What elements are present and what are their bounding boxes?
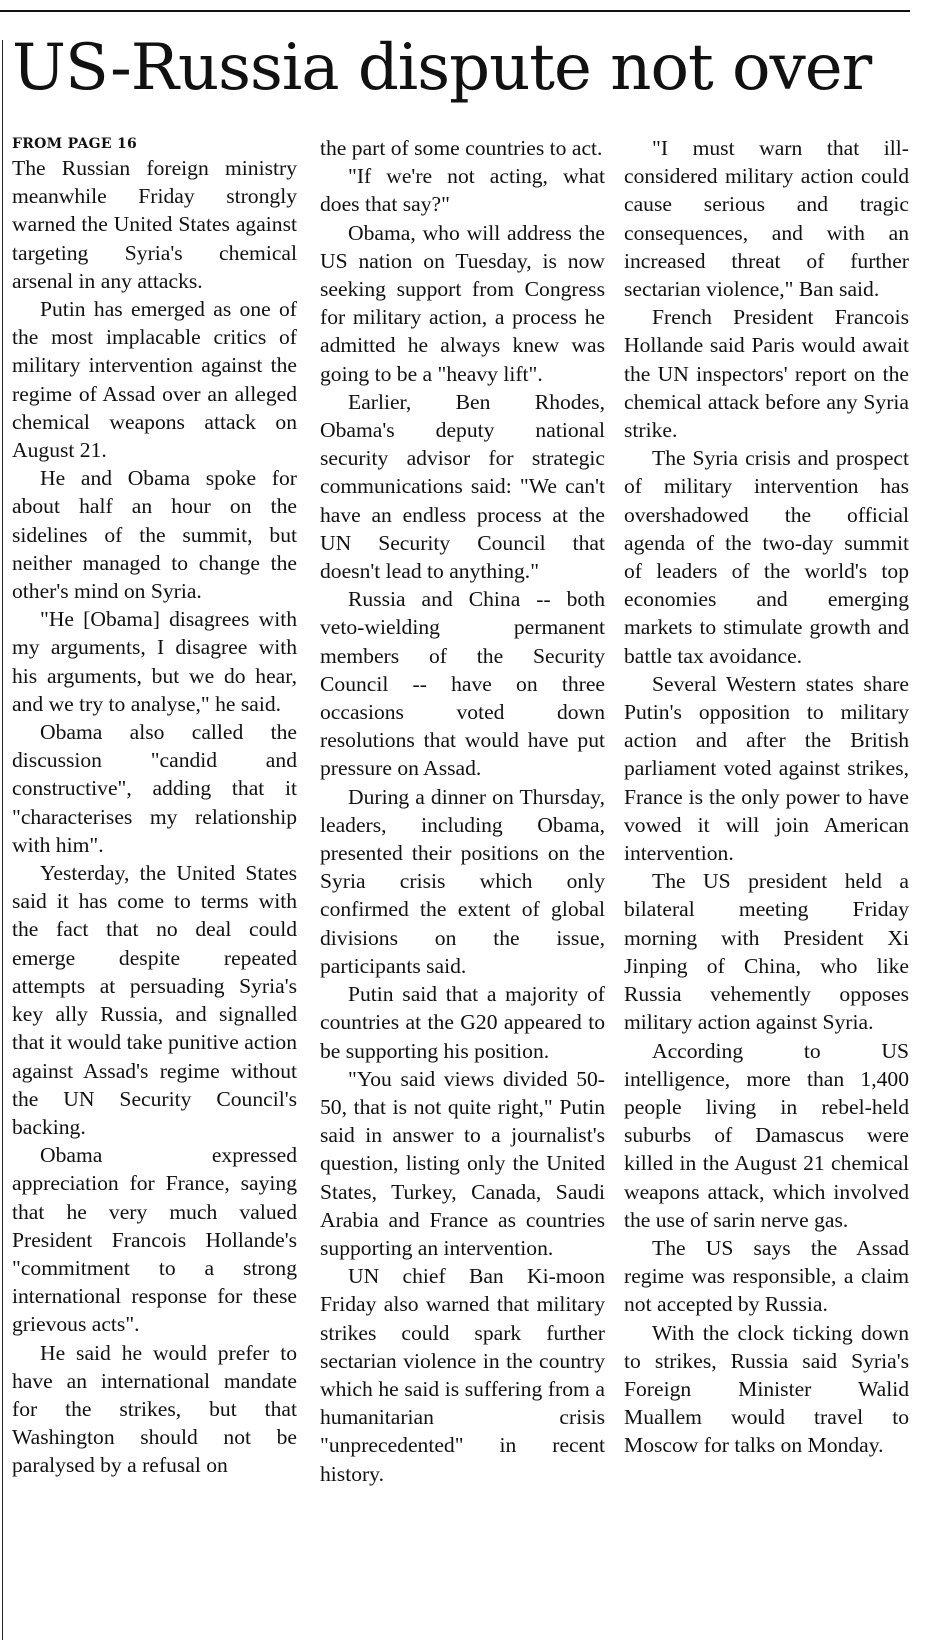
article-column-3	[624, 134, 909, 1460]
headline: US-Russia dispute not over	[12, 31, 872, 105]
paragraph: Putin said that a majority of countries at the G20 appeared to be supporting his position.	[320, 982, 605, 1063]
top-rule	[0, 10, 910, 12]
paragraph: Earlier, Ben Rhodes, Obama's deputy national security advisor for strategic communications said: "We can't have an endless process at the UN Security Council that doesn't lead to anything."	[320, 389, 605, 584]
paragraph: "I must warn that ill-considered military action could cause serious and tragic consequences, and with an increased threat of further sectarian violence," Ban said.	[624, 136, 909, 302]
paragraph: According to US intelligence, more than 1,400 people living in rebel-held suburbs of Damascus were killed in the August 21 chemical weapons attack, which involved the use of sarin nerve gas.	[624, 1038, 909, 1232]
paragraph: The Syria crisis and prospect of military intervention has overshadowed the official agenda of the two-day summit of leaders of the world's top economies and emerging markets to stimulate growth and battle tax avoidance.	[624, 446, 909, 668]
paragraph: Yesterday, the United States said it has come to terms with the fact that no deal could emerge despite repeated attempts at persuading Syria's key ally Russia, and signalled that it would take punitive action against Assad's regime without the UN Security Council's backing.	[12, 861, 297, 1139]
paragraph: the part of some countries to act.	[320, 136, 603, 160]
paragraph: French President Francois Hollande said Paris would await the UN inspectors' report on the chemical attack before any Syria strike.	[624, 305, 909, 443]
paragraph: With the clock ticking down to strikes, Russia said Syria's Foreign Minister Walid Muallem would travel to Moscow for talks on Monday.	[624, 1320, 909, 1458]
article-column-2	[320, 134, 605, 1488]
paragraph: He said he would prefer to have an international mandate for the strikes, but that Washington should not be paralysed by a refusal on	[12, 1340, 297, 1478]
paragraph: The US president held a bilateral meeting Friday morning with President Xi Jinping of China, who like Russia vehemently opposes military action against Syria.	[624, 869, 909, 1035]
paragraph: "You said views divided 50-50, that is not quite right," Putin said in answer to a journalist's question, listing only the United States, Turkey, Canada, Saudi Arabia and France as countries supporting an intervention.	[320, 1066, 605, 1260]
paragraph: The US says the Assad regime was responsible, a claim not accepted by Russia.	[624, 1235, 909, 1317]
paragraph: UN chief Ban Ki-moon Friday also warned that military strikes could spark further sectarian violence in the country which he said is suffering from a humanitarian crisis "unprecedented" in recent history.	[320, 1264, 605, 1486]
left-rule	[2, 40, 3, 1640]
paragraph: The Russian foreign ministry meanwhile Friday strongly warned the United States against targeting Syria's chemical arsenal in any attacks.	[12, 156, 297, 293]
jump-line: FROM PAGE 16	[12, 136, 138, 152]
paragraph: Several Western states share Putin's opposition to military action and after the British parliament voted against strikes, France is the only power to have vowed it will join American intervention.	[624, 671, 909, 866]
paragraph: Obama expressed appreciation for France, saying that he very much valued President Francois Hollande's "commitment to a strong international response for these grievous acts".	[12, 1143, 297, 1337]
paragraph: "If we're not acting, what does that say?"	[320, 164, 605, 217]
paragraph: He and Obama spoke for about half an hour on the sidelines of the summit, but neither managed to change the other's mind on Syria.	[12, 466, 297, 604]
paragraph: Russia and China -- both veto-wielding permanent members of the Security Council -- have on three occasions voted down resolutions that would have put pressure on Assad.	[320, 587, 605, 781]
paragraph: "He [Obama] disagrees with my arguments, I disagree with his arguments, but we do hear, and we try to analyse," he said.	[12, 607, 297, 716]
paragraph: Putin has emerged as one of the most implacable critics of military intervention against the regime of Assad over an alleged chemical weapons attack on August 21.	[12, 297, 297, 463]
article-column-1	[12, 134, 297, 1480]
paragraph: Obama also called the discussion "candid and constructive", adding that it "characterises my relationship with him".	[12, 720, 297, 857]
paragraph: During a dinner on Thursday, leaders, including Obama, presented their positions on the Syria crisis which only confirmed the extent of global divisions on the issue, participants said.	[320, 784, 605, 978]
paragraph: Obama, who will address the US nation on Tuesday, is now seeking support from Congress for military action, a process he admitted he always knew was going to be a "heavy lift".	[320, 220, 605, 386]
